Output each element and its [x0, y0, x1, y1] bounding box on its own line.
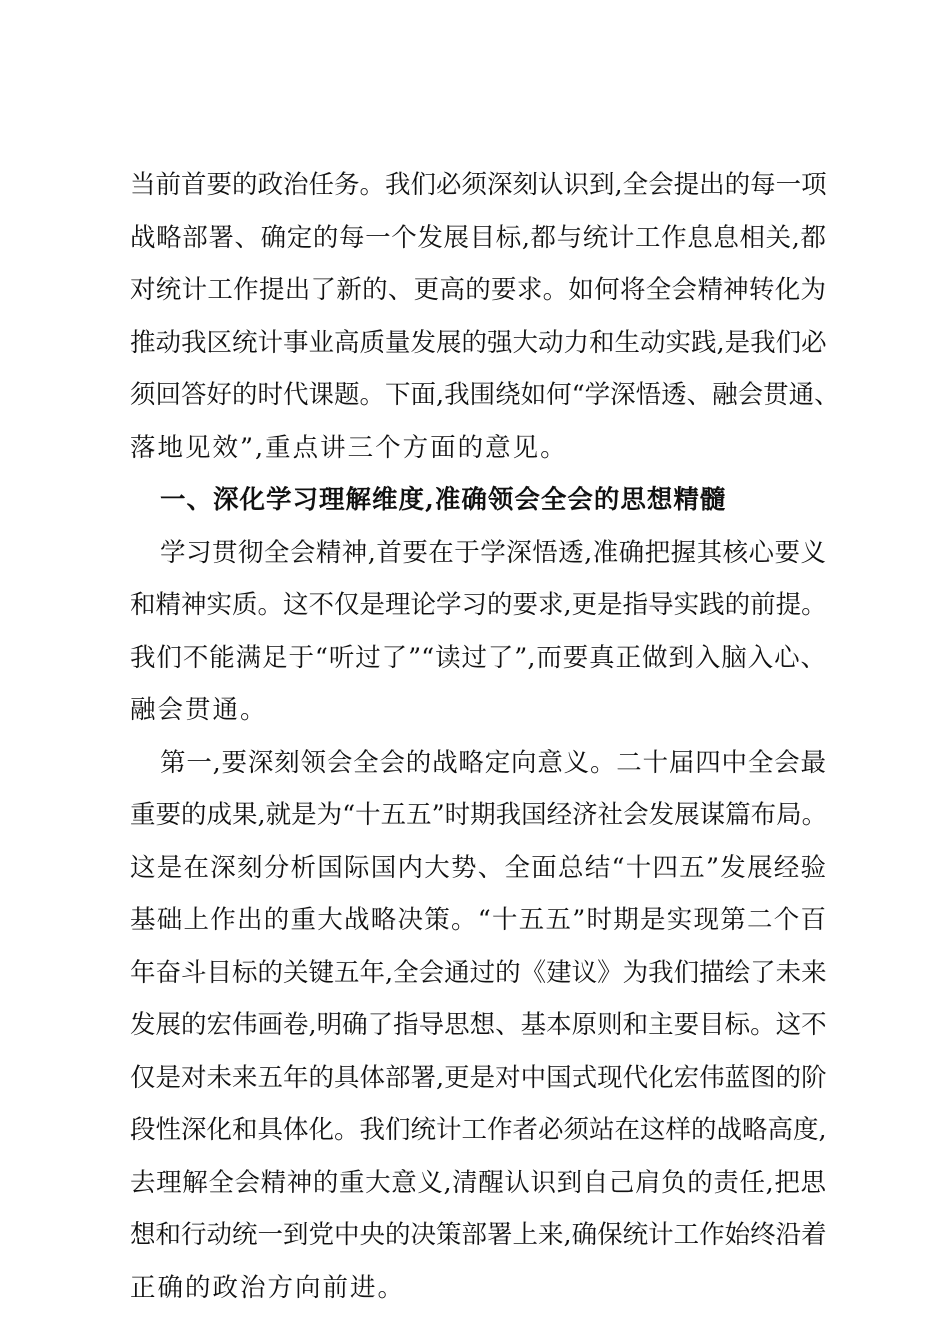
heading-text: 一、深化学习理解维度,准确领会全会的思想精髓: [160, 485, 727, 515]
text-line: 学习贯彻全会精神,首要在于学深悟透,准确把握其核心要义: [160, 537, 826, 568]
paragraph: [130, 527, 826, 737]
text-line: 当前首要的政治任务。我们必须深刻认识到,全会提出的每一项: [130, 170, 827, 200]
text-line: 和精神实质。这不仅是理论学习的要求,更是指导实践的前提。: [130, 590, 827, 620]
text-line: 这是在深刻分析国际国内大势、全面总结“十四五”发展经验: [130, 852, 826, 883]
text-line: 落地见效”,重点讲三个方面的意见。: [130, 432, 568, 463]
text-line: 发展的宏伟画卷,明确了指导思想、基本原则和主要目标。这不: [130, 1010, 827, 1040]
text-line: 第一,要深刻领会全会的战略定向意义。二十届四中全会最: [160, 747, 826, 778]
text-line: 去理解全会精神的重大意义,清醒认识到自己肩负的责任,把思: [130, 1167, 826, 1198]
text-line: 年奋斗目标的关键五年,全会通过的《建议》为我们描绘了未来: [130, 957, 827, 988]
paragraph: [130, 159, 840, 474]
text-line: 重要的成果,就是为“十五五”时期我国经济社会发展谋篇布局。: [130, 800, 828, 830]
text-line: 推动我区统计事业高质量发展的强大动力和生动实践,是我们必: [130, 327, 827, 358]
text-line: 正确的政治方向前进。: [130, 1272, 406, 1303]
text-line: 基础上作出的重大战略决策。“十五五”时期是实现第二个百: [130, 905, 826, 935]
text-line: 想和行动统一到党中央的决策部署上来,确保统计工作始终沿着: [130, 1220, 827, 1250]
text-line: 对统计工作提出了新的、更高的要求。如何将全会精神转化为: [130, 275, 826, 305]
text-line: 须回答好的时代课题。下面,我围绕如何“学深悟透、融会贯通、: [130, 380, 840, 410]
text-line: 我们不能满足于“听过了”“读过了”,而要真正做到入脑入心、: [130, 642, 826, 673]
paragraph: [130, 737, 826, 1315]
text-line: 仅是对未来五年的具体部署,更是对中国式现代化宏伟蓝图的阶: [130, 1062, 827, 1093]
text-line: 融会贯通。: [130, 695, 268, 725]
document-page: [130, 159, 840, 1314]
text-line: 战略部署、确定的每一个发展目标,都与统计工作息息相关,都: [130, 222, 826, 253]
section-heading: [130, 474, 826, 527]
text-line: 段性深化和具体化。我们统计工作者必须站在这样的战略高度,: [130, 1115, 827, 1145]
